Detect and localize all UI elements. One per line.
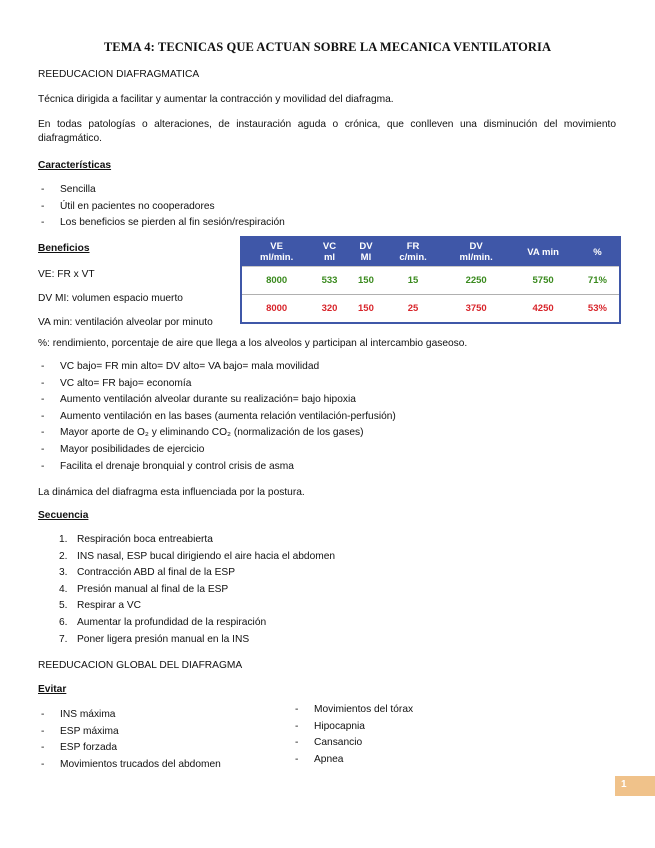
list-item: - Mayor aporte de O₂ y eliminando CO₂ (normalización de los gases) [38, 425, 558, 442]
intro-paragraph-1: Técnica dirigida a facilitar y aumentar la contracción y movilidad del diafragma. [38, 94, 394, 105]
table-header-cell: DV Ml [348, 237, 384, 267]
secuencia-heading: Secuencia [38, 510, 89, 521]
list-item: - Facilita el drenaje bronquial y control crisis de asma [38, 459, 558, 476]
table-cell: 25 [384, 295, 442, 324]
table-row [241, 267, 620, 295]
table-cell: 5750 [510, 267, 576, 295]
evitar-heading: Evitar [38, 684, 67, 695]
evitar-list-left [38, 707, 288, 773]
list-item: - Movimientos trucados del abdomen [38, 757, 288, 774]
list-item: - Cansancio [292, 735, 542, 752]
table-header-cell: VA min [510, 237, 576, 267]
list-item: 2. INS nasal, ESP bucal dirigiendo el aire hacia el abdomen [59, 550, 336, 562]
list-item: - Mayor posibilidades de ejercicio [38, 442, 558, 459]
postura-paragraph: La dinámica del diafragma esta influenciada por la postura. [38, 487, 305, 498]
secuencia-list [59, 532, 479, 648]
section-heading-global: REEDUCACION GLOBAL DEL DIAFRAGMA [38, 660, 243, 671]
list-item: - Apnea [292, 752, 542, 769]
table-cell: 8000 [241, 267, 311, 295]
caracteristicas-list [38, 182, 338, 232]
list-item: - Hipocapnia [292, 719, 542, 736]
intro-paragraph-2: En todas patologías o alteraciones, de instauración aguda o crónica, que conlleven una disminución del movimiento diafragmático. [38, 119, 616, 144]
table-row [241, 295, 620, 324]
list-item: - VC alto= FR bajo= economía [38, 376, 558, 393]
table-cell: 150 [348, 267, 384, 295]
beneficios-list [38, 359, 558, 475]
list-item: - Los beneficios se pierden al fin sesión/respiración [38, 215, 338, 232]
list-item: 3. Contracción ABD al final de la ESP [59, 567, 235, 579]
document-title: TEMA 4: TECNICAS QUE ACTUAN SOBRE LA MECANICA VENTILATORIA [103, 40, 552, 54]
table-cell: 4250 [510, 295, 576, 324]
list-item: - Aumento ventilación en las bases (aumenta relación ventilación-perfusión) [38, 409, 558, 426]
caracteristicas-heading: Características [38, 160, 112, 171]
table-cell: 533 [311, 267, 347, 295]
list-item: 1. Respiración boca entreabierta [59, 534, 213, 545]
list-item: 4. Presión manual al final de la ESP [59, 583, 229, 595]
table-header-cell: VC ml [311, 237, 347, 267]
table-cell: 150 [348, 295, 384, 324]
table-cell: 71% [576, 267, 620, 295]
table-cell: 320 [311, 295, 347, 324]
list-item: 5. Respirar a VC [59, 600, 141, 612]
list-item: - Aumento ventilación alveolar durante su realización= bajo hipoxia [38, 392, 558, 409]
page-number: 1 [621, 779, 627, 790]
list-item: 7. Poner ligera presión manual en la INS [59, 633, 250, 645]
evitar-list-right [292, 702, 542, 768]
table-cell: 3750 [442, 295, 510, 324]
definition-dv: DV MI: volumen espacio muerto [38, 293, 183, 304]
list-item: 6. Aumentar la profundidad de la respiración [59, 616, 267, 628]
table-header-cell: % [576, 237, 620, 267]
table-header-row [241, 237, 620, 267]
table-header-cell: FR c/min. [384, 237, 442, 267]
ventilation-table [240, 236, 621, 324]
definition-ve: VE: FR x VT [38, 269, 95, 280]
table-header-cell: VE ml/min. [241, 237, 311, 267]
table-cell: 15 [384, 267, 442, 295]
definition-va: VA min: ventilación alveolar por minuto [38, 317, 213, 328]
list-item: - ESP forzada [38, 740, 288, 757]
table-cell: 53% [576, 295, 620, 324]
list-item: - Movimientos del tórax [292, 702, 542, 719]
table-cell: 2250 [442, 267, 510, 295]
list-item: - Útil en pacientes no cooperadores [38, 199, 338, 216]
beneficios-heading: Beneficios [38, 243, 90, 254]
table-header-cell: DV ml/min. [442, 237, 510, 267]
list-item: - ESP máxima [38, 724, 288, 741]
list-item: - VC bajo= FR min alto= DV alto= VA bajo= mala movilidad [38, 359, 558, 376]
section-heading-reeducacion: REEDUCACION DIAFRAGMATICA [38, 69, 200, 80]
list-item: - INS máxima [38, 707, 288, 724]
list-item: - Sencilla [38, 182, 338, 199]
definition-percent: %: rendimiento, porcentaje de aire que llega a los alveolos y participan al intercambio gaseoso. [38, 338, 468, 349]
table-cell: 8000 [241, 295, 311, 324]
